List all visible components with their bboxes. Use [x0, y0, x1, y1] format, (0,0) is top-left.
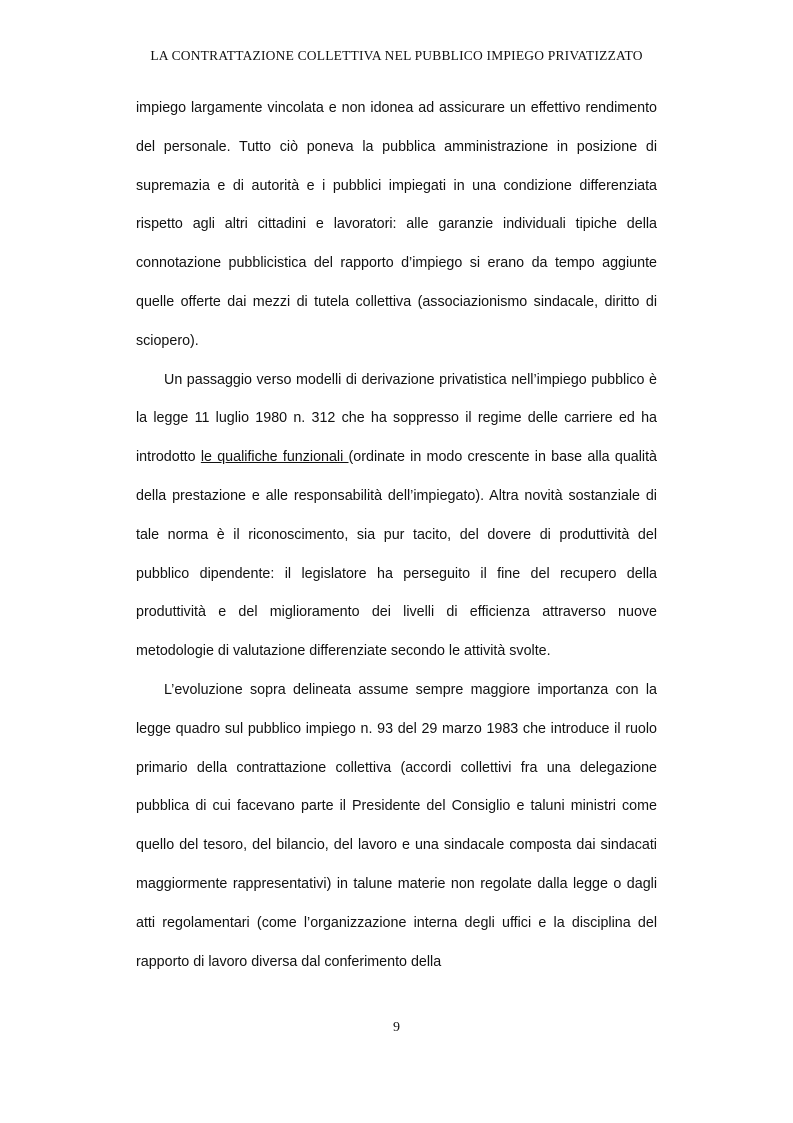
running-header: LA CONTRATTAZIONE COLLETTIVA NEL PUBBLICO IMPIEGO PRIVATIZZATO: [150, 48, 643, 63]
page-number: 9: [393, 1020, 400, 1035]
paragraph-1: impiego largamente vincolata e non idonea ad assicurare un effettivo rendimento del personale. Tutto ciò poneva la pubblica amministrazione in posizione di supremazia e di autorità e i pubblici impiegati in una condizione differenziata rispetto agli altri cittadini e lavoratori: alle garanzie individuali tipiche della connotazione pubblicistica del rapporto d’impiego si erano da tempo aggiunte quelle offerte dai mezzi di tutela collettiva (associazionismo sindacale, diritto di sciopero).: [136, 100, 657, 349]
underlined-term: le qualifiche funzionali: [200, 449, 349, 466]
paragraph-2: [136, 361, 657, 671]
body-text: [136, 89, 657, 981]
paragraph-2-part-2: (ordinate in modo crescente in base alla qualità della prestazione e alle responsabilità dell’impiegato). Altra novità sostanziale di tale norma è il riconoscimento, sia pur tacito, del dovere di produttività del pubblico dipendente: il legislatore ha perseguito il fine del recupero della produttività e del miglioramento dei livelli di efficienza attraverso nuove metodologie di valutazione differenziate secondo le attività svolte.: [136, 449, 657, 660]
paragraph-3: L’evoluzione sopra delineata assume sempre maggiore importanza con la legge quadro sul pubblico impiego n. 93 del 29 marzo 1983 che introduce il ruolo primario della contrattazione collettiva (accordi collettivi fra una delegazione pubblica di cui facevano parte il Presidente del Consiglio e taluni ministri come quello del tesoro, del bilancio, del lavoro e una sindacale composta dai sindacati maggiormente rappresentativi) in talune materie non regolate dalla legge o dagli atti regolamentari (come l’organizzazione interna degli uffici e la disciplina del rapporto di lavoro diversa dal conferimento della: [136, 681, 657, 970]
paragraph-2-part-1: Un passaggio verso modelli di derivazione privatistica nell’impiego pubblico è la legge 11 luglio 1980 n. 312 che ha soppresso il regime delle carriere ed ha introdotto: [136, 371, 657, 466]
